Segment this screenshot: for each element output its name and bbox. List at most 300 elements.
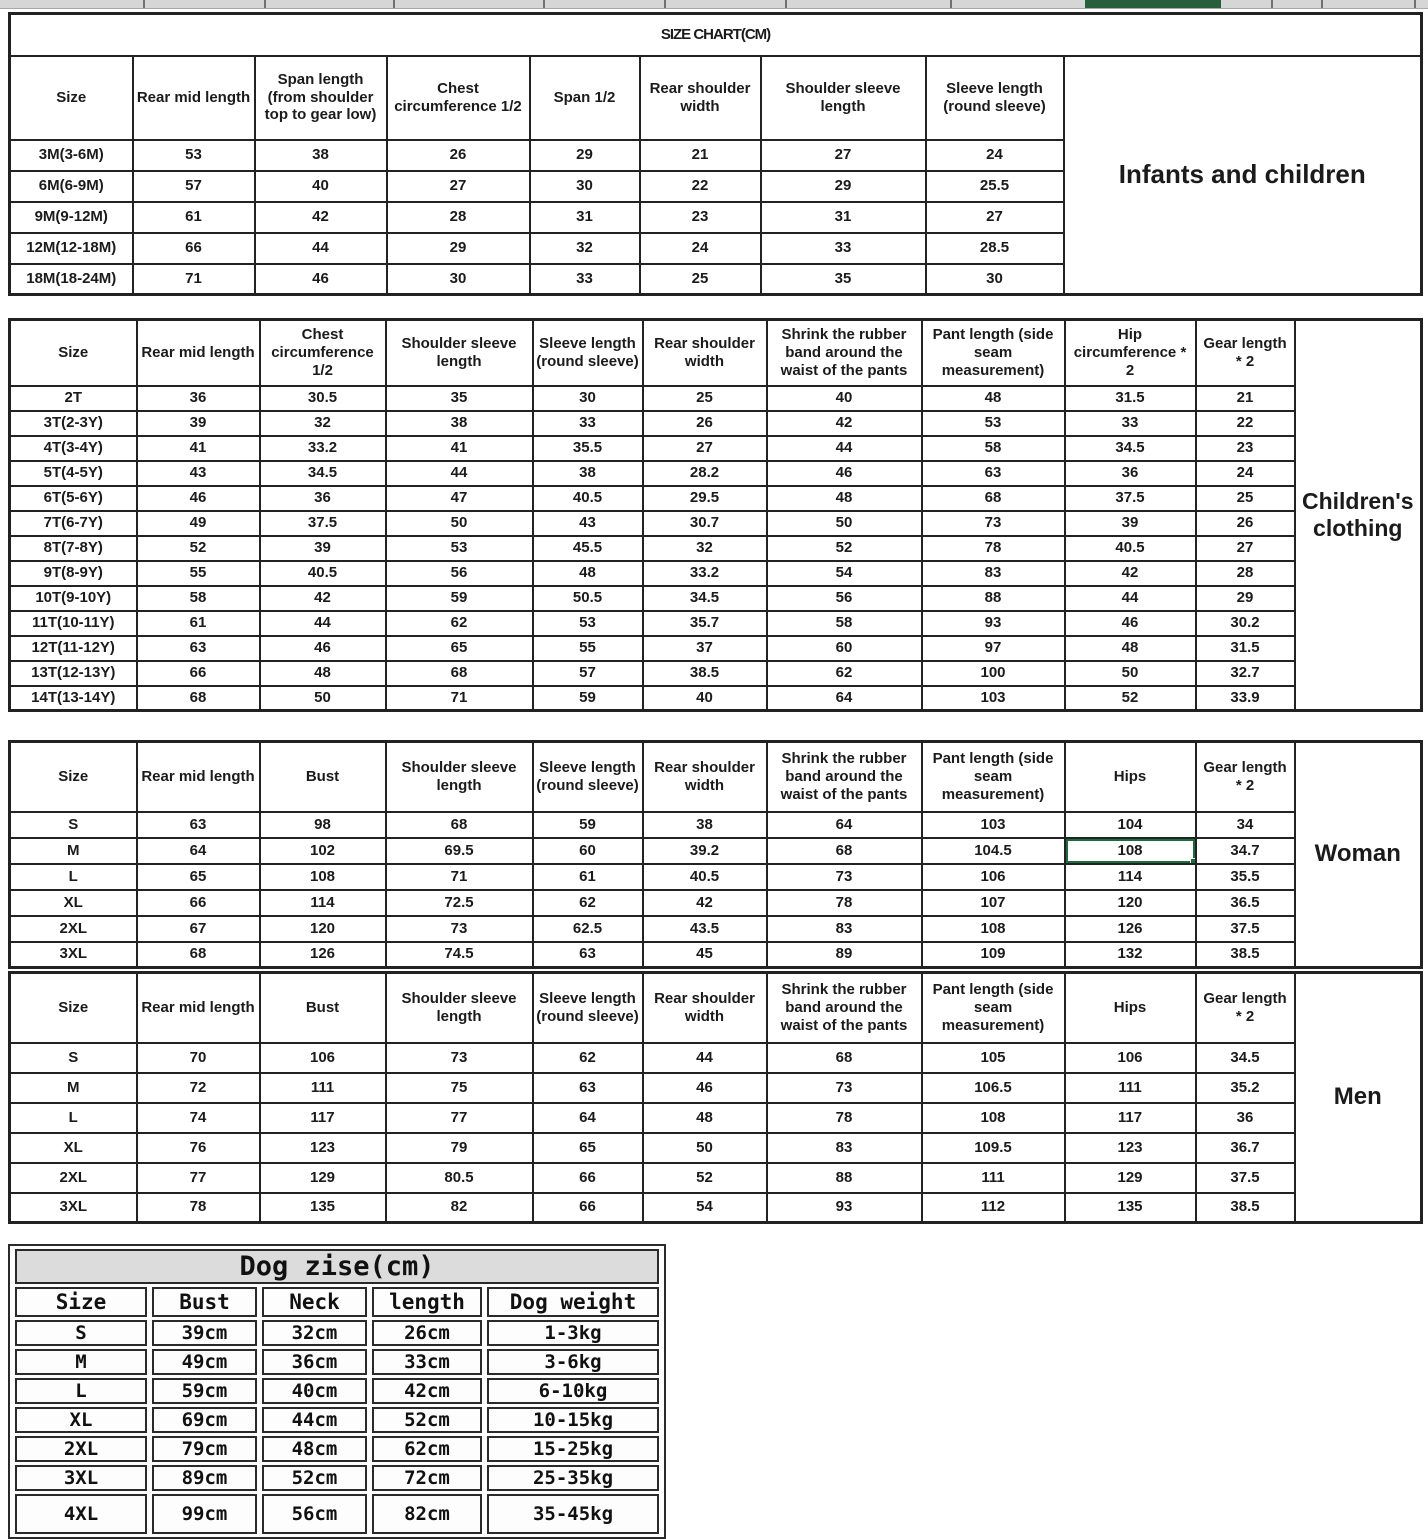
value-cell[interactable]: 42	[643, 890, 767, 916]
value-cell[interactable]: 74.5	[386, 942, 533, 968]
value-cell[interactable]: 73	[767, 864, 922, 890]
column-header[interactable]: Bust	[260, 742, 386, 812]
value-cell[interactable]: 107	[922, 890, 1065, 916]
value-cell[interactable]: 60	[767, 636, 922, 661]
value-cell[interactable]: 88	[767, 1163, 922, 1193]
value-cell[interactable]: 66	[533, 1193, 643, 1223]
value-cell[interactable]: 106	[1065, 1043, 1196, 1073]
value-cell[interactable]: 35.7	[643, 611, 767, 636]
column-header[interactable]: Rear mid length	[137, 320, 260, 386]
value-cell[interactable]: 97	[922, 636, 1065, 661]
value-cell[interactable]: 78	[767, 890, 922, 916]
value-cell[interactable]: 23	[640, 202, 761, 233]
value-cell[interactable]: 3-6kg	[487, 1349, 659, 1375]
value-cell[interactable]: 99cm	[152, 1494, 257, 1534]
value-cell[interactable]: 55	[137, 561, 260, 586]
size-cell[interactable]: 3XL	[15, 1465, 147, 1491]
value-cell[interactable]: 57	[133, 171, 255, 202]
value-cell[interactable]: 50.5	[533, 586, 643, 611]
value-cell[interactable]: 34.5	[1065, 436, 1196, 461]
value-cell[interactable]: 83	[922, 561, 1065, 586]
value-cell[interactable]: 132	[1065, 942, 1196, 968]
value-cell[interactable]: 30.5	[260, 386, 386, 411]
value-cell[interactable]: 73	[922, 511, 1065, 536]
column-header[interactable]: Size	[15, 1287, 147, 1317]
value-cell[interactable]: 82	[386, 1193, 533, 1223]
value-cell[interactable]: 63	[137, 636, 260, 661]
value-cell[interactable]: 83	[767, 1133, 922, 1163]
value-cell[interactable]: 106.5	[922, 1073, 1065, 1103]
size-cell[interactable]: M	[15, 1349, 147, 1375]
value-cell[interactable]: 39	[1065, 511, 1196, 536]
size-cell[interactable]: XL	[10, 1133, 137, 1163]
value-cell[interactable]: 98	[260, 812, 386, 838]
value-cell[interactable]: 135	[1065, 1193, 1196, 1223]
column-header[interactable]: Rear shoulder width	[643, 973, 767, 1043]
value-cell[interactable]: 25.5	[926, 171, 1064, 202]
value-cell[interactable]: 38.5	[1196, 1193, 1295, 1223]
value-cell[interactable]: 63	[137, 812, 260, 838]
size-cell[interactable]: 9M(9-12M)	[10, 202, 133, 233]
value-cell[interactable]: 26	[643, 411, 767, 436]
size-cell[interactable]: M	[10, 1073, 137, 1103]
value-cell[interactable]: 64	[533, 1103, 643, 1133]
value-cell[interactable]: 78	[922, 536, 1065, 561]
value-cell[interactable]: 65	[137, 864, 260, 890]
value-cell[interactable]: 46	[260, 636, 386, 661]
value-cell[interactable]: 111	[1065, 1073, 1196, 1103]
size-cell[interactable]: 2XL	[15, 1436, 147, 1462]
value-cell[interactable]: 64	[137, 838, 260, 864]
value-cell[interactable]: 66	[533, 1163, 643, 1193]
value-cell[interactable]: 54	[643, 1193, 767, 1223]
value-cell[interactable]: 61	[533, 864, 643, 890]
column-header[interactable]: Rear shoulder width	[640, 56, 761, 140]
value-cell[interactable]: 135	[260, 1193, 386, 1223]
value-cell[interactable]: 46	[643, 1073, 767, 1103]
value-cell[interactable]: 89cm	[152, 1465, 257, 1491]
column-header[interactable]: Shoulder sleeve length	[386, 973, 533, 1043]
value-cell[interactable]: 28.5	[926, 233, 1064, 264]
value-cell[interactable]: 74	[137, 1103, 260, 1133]
column-header[interactable]: Span length (from shoulder top to gear low)	[255, 56, 387, 140]
value-cell[interactable]: 43.5	[643, 916, 767, 942]
value-cell[interactable]: 106	[260, 1043, 386, 1073]
value-cell[interactable]: 25	[1196, 486, 1295, 511]
column-header[interactable]: Gear length * 2	[1196, 973, 1295, 1043]
value-cell[interactable]: 73	[767, 1073, 922, 1103]
value-cell[interactable]: 52	[137, 536, 260, 561]
value-cell[interactable]: 21	[1196, 386, 1295, 411]
value-cell[interactable]: 28	[387, 202, 530, 233]
value-cell[interactable]: 36.5	[1196, 890, 1295, 916]
value-cell[interactable]: 24	[640, 233, 761, 264]
value-cell[interactable]: 33.2	[643, 561, 767, 586]
value-cell[interactable]: 50	[260, 686, 386, 711]
value-cell[interactable]: 34.5	[1196, 1043, 1295, 1073]
value-cell[interactable]: 45	[643, 942, 767, 968]
value-cell[interactable]: 66	[137, 661, 260, 686]
value-cell[interactable]: 22	[1196, 411, 1295, 436]
value-cell[interactable]: 41	[137, 436, 260, 461]
value-cell[interactable]: 39	[137, 411, 260, 436]
value-cell[interactable]: 42	[260, 586, 386, 611]
value-cell[interactable]: 93	[922, 611, 1065, 636]
size-cell[interactable]: S	[10, 812, 137, 838]
column-header[interactable]: Pant length (side seam measurement)	[922, 320, 1065, 386]
value-cell[interactable]: 33	[1065, 411, 1196, 436]
value-cell[interactable]: 100	[922, 661, 1065, 686]
value-cell[interactable]: 114	[260, 890, 386, 916]
value-cell[interactable]: 56	[386, 561, 533, 586]
column-header[interactable]: Shrink the rubber band around the waist of the pants	[767, 973, 922, 1043]
value-cell[interactable]: 46	[767, 461, 922, 486]
value-cell[interactable]: 50	[1065, 661, 1196, 686]
value-cell[interactable]: 123	[260, 1133, 386, 1163]
value-cell[interactable]: 53	[922, 411, 1065, 436]
value-cell[interactable]: 38	[643, 812, 767, 838]
value-cell[interactable]: 32	[643, 536, 767, 561]
value-cell[interactable]: 48	[767, 486, 922, 511]
value-cell[interactable]: 111	[922, 1163, 1065, 1193]
value-cell[interactable]: 35	[761, 264, 926, 295]
size-cell[interactable]: 7T(6-7Y)	[10, 511, 137, 536]
value-cell[interactable]: 49	[137, 511, 260, 536]
value-cell[interactable]: 29	[387, 233, 530, 264]
value-cell[interactable]: 58	[767, 611, 922, 636]
size-cell[interactable]: L	[10, 1103, 137, 1133]
value-cell[interactable]: 93	[767, 1193, 922, 1223]
value-cell[interactable]: 59	[533, 812, 643, 838]
value-cell[interactable]: 103	[922, 686, 1065, 711]
value-cell[interactable]: 26	[387, 140, 530, 171]
value-cell[interactable]: 40.5	[1065, 536, 1196, 561]
value-cell[interactable]: 23	[1196, 436, 1295, 461]
column-header[interactable]: Gear length * 2	[1196, 320, 1295, 386]
size-cell[interactable]: 2XL	[10, 1163, 137, 1193]
value-cell[interactable]: 32cm	[262, 1320, 367, 1346]
column-header[interactable]: Hips	[1065, 973, 1196, 1043]
value-cell[interactable]: 65	[386, 636, 533, 661]
value-cell[interactable]: 62	[533, 890, 643, 916]
value-cell[interactable]: 47	[386, 486, 533, 511]
value-cell[interactable]: 29	[1196, 586, 1295, 611]
value-cell[interactable]: 24	[1196, 461, 1295, 486]
value-cell[interactable]: 42	[767, 411, 922, 436]
value-cell[interactable]: 37.5	[1065, 486, 1196, 511]
value-cell[interactable]: 111	[260, 1073, 386, 1103]
column-header[interactable]: Dog weight	[487, 1287, 659, 1317]
value-cell[interactable]: 46	[137, 486, 260, 511]
column-header[interactable]: Sleeve length (round sleeve)	[533, 320, 643, 386]
value-cell[interactable]: 106	[922, 864, 1065, 890]
value-cell[interactable]: 37.5	[1196, 1163, 1295, 1193]
value-cell[interactable]: 27	[926, 202, 1064, 233]
value-cell[interactable]: 108	[922, 1103, 1065, 1133]
column-header[interactable]: Bust	[152, 1287, 257, 1317]
value-cell[interactable]: 82cm	[372, 1494, 482, 1534]
value-cell[interactable]: 38.5	[1196, 942, 1295, 968]
value-cell[interactable]: 102	[260, 838, 386, 864]
column-header[interactable]: Size	[10, 56, 133, 140]
value-cell[interactable]: 30	[533, 386, 643, 411]
value-cell[interactable]: 35.5	[1196, 864, 1295, 890]
value-cell[interactable]: 71	[133, 264, 255, 295]
value-cell[interactable]: 63	[922, 461, 1065, 486]
value-cell[interactable]: 25	[643, 386, 767, 411]
value-cell[interactable]: 68	[137, 942, 260, 968]
value-cell[interactable]: 36	[1065, 461, 1196, 486]
column-header[interactable]: Sleeve length (round sleeve)	[533, 973, 643, 1043]
value-cell[interactable]: 48cm	[262, 1436, 367, 1462]
value-cell[interactable]: 55	[533, 636, 643, 661]
value-cell[interactable]: 62	[386, 611, 533, 636]
value-cell[interactable]: 63	[533, 1073, 643, 1103]
value-cell[interactable]: 46	[1065, 611, 1196, 636]
value-cell[interactable]: 43	[137, 461, 260, 486]
size-cell[interactable]: 3XL	[10, 1193, 137, 1223]
size-cell[interactable]: 4T(3-4Y)	[10, 436, 137, 461]
size-cell[interactable]: 13T(12-13Y)	[10, 661, 137, 686]
column-header[interactable]: Size	[10, 320, 137, 386]
size-cell[interactable]: S	[15, 1320, 147, 1346]
value-cell[interactable]: 29	[530, 140, 640, 171]
value-cell[interactable]: 54	[767, 561, 922, 586]
size-cell[interactable]: 9T(8-9Y)	[10, 561, 137, 586]
size-cell[interactable]: 6M(6-9M)	[10, 171, 133, 202]
value-cell[interactable]: 52	[643, 1163, 767, 1193]
value-cell[interactable]: 40	[767, 386, 922, 411]
value-cell[interactable]: 72	[137, 1073, 260, 1103]
value-cell[interactable]: 31	[530, 202, 640, 233]
size-cell[interactable]: S	[10, 1043, 137, 1073]
value-cell[interactable]: 15-25kg	[487, 1436, 659, 1462]
value-cell[interactable]: 25-35kg	[487, 1465, 659, 1491]
column-header[interactable]: Shoulder sleeve length	[386, 742, 533, 812]
value-cell[interactable]: 27	[1196, 536, 1295, 561]
value-cell[interactable]: 59	[533, 686, 643, 711]
value-cell[interactable]: 38	[386, 411, 533, 436]
size-cell[interactable]: 3M(3-6M)	[10, 140, 133, 171]
value-cell[interactable]: 40	[255, 171, 387, 202]
value-cell[interactable]: 24	[926, 140, 1064, 171]
size-cell[interactable]: 14T(13-14Y)	[10, 686, 137, 711]
value-cell[interactable]: 109	[922, 942, 1065, 968]
value-cell[interactable]: 42	[255, 202, 387, 233]
value-cell[interactable]: 129	[1065, 1163, 1196, 1193]
value-cell[interactable]: 39cm	[152, 1320, 257, 1346]
value-cell[interactable]: 40	[643, 686, 767, 711]
value-cell[interactable]: 69.5	[386, 838, 533, 864]
value-cell[interactable]: 56	[767, 586, 922, 611]
value-cell[interactable]: 77	[386, 1103, 533, 1133]
column-header[interactable]: Sleeve length (round sleeve)	[926, 56, 1064, 140]
value-cell[interactable]: 68	[922, 486, 1065, 511]
value-cell[interactable]: 40.5	[260, 561, 386, 586]
value-cell[interactable]: 44	[767, 436, 922, 461]
value-cell[interactable]: 62	[767, 661, 922, 686]
value-cell[interactable]: 52cm	[262, 1465, 367, 1491]
value-cell[interactable]: 57	[533, 661, 643, 686]
value-cell[interactable]: 117	[260, 1103, 386, 1133]
value-cell[interactable]: 27	[761, 140, 926, 171]
size-cell[interactable]: 5T(4-5Y)	[10, 461, 137, 486]
column-header[interactable]: Shrink the rubber band around the waist of the pants	[767, 742, 922, 812]
value-cell[interactable]: 46	[255, 264, 387, 295]
value-cell[interactable]: 50	[386, 511, 533, 536]
column-header[interactable]: length	[372, 1287, 482, 1317]
value-cell[interactable]: 68	[386, 812, 533, 838]
value-cell[interactable]: 36	[260, 486, 386, 511]
size-cell[interactable]: XL	[15, 1407, 147, 1433]
value-cell[interactable]: 89	[767, 942, 922, 968]
size-cell[interactable]: 8T(7-8Y)	[10, 536, 137, 561]
value-cell[interactable]: 77	[137, 1163, 260, 1193]
value-cell[interactable]: 36cm	[262, 1349, 367, 1375]
value-cell[interactable]: 31.5	[1065, 386, 1196, 411]
value-cell[interactable]: 73	[386, 1043, 533, 1073]
value-cell[interactable]: 30.2	[1196, 611, 1295, 636]
column-header[interactable]: Rear shoulder width	[643, 742, 767, 812]
column-header[interactable]: Neck	[262, 1287, 367, 1317]
value-cell[interactable]: 28.2	[643, 461, 767, 486]
value-cell[interactable]: 28	[1196, 561, 1295, 586]
value-cell[interactable]: 126	[1065, 916, 1196, 942]
size-cell[interactable]: 12T(11-12Y)	[10, 636, 137, 661]
value-cell[interactable]: 35-45kg	[487, 1494, 659, 1534]
value-cell[interactable]: 50	[767, 511, 922, 536]
value-cell[interactable]: 79cm	[152, 1436, 257, 1462]
value-cell[interactable]: 66	[137, 890, 260, 916]
column-header[interactable]: Rear shoulder width	[643, 320, 767, 386]
value-cell[interactable]: 59	[386, 586, 533, 611]
value-cell[interactable]: 37	[643, 636, 767, 661]
value-cell[interactable]: 63	[533, 942, 643, 968]
value-cell[interactable]: 108	[922, 916, 1065, 942]
column-header[interactable]: Rear mid length	[137, 742, 260, 812]
value-cell[interactable]: 60	[533, 838, 643, 864]
value-cell[interactable]: 59cm	[152, 1378, 257, 1404]
value-cell[interactable]: 6-10kg	[487, 1378, 659, 1404]
size-cell[interactable]: 11T(10-11Y)	[10, 611, 137, 636]
size-cell[interactable]: 6T(5-6Y)	[10, 486, 137, 511]
value-cell[interactable]: 38	[255, 140, 387, 171]
value-cell[interactable]: 45.5	[533, 536, 643, 561]
value-cell[interactable]: 42	[1065, 561, 1196, 586]
value-cell[interactable]: 61	[137, 611, 260, 636]
size-cell[interactable]: 3XL	[10, 942, 137, 968]
value-cell[interactable]: 37.5	[260, 511, 386, 536]
value-cell[interactable]: 31	[761, 202, 926, 233]
value-cell[interactable]: 78	[767, 1103, 922, 1133]
value-cell[interactable]: 48	[643, 1103, 767, 1133]
value-cell[interactable]: 32	[530, 233, 640, 264]
value-cell[interactable]: 32.7	[1196, 661, 1295, 686]
value-cell[interactable]: 112	[922, 1193, 1065, 1223]
value-cell[interactable]: 52	[1065, 686, 1196, 711]
value-cell[interactable]: 33.2	[260, 436, 386, 461]
value-cell[interactable]: 22	[640, 171, 761, 202]
value-cell[interactable]: 40.5	[643, 864, 767, 890]
value-cell[interactable]: 62	[533, 1043, 643, 1073]
value-cell[interactable]: 33cm	[372, 1349, 482, 1375]
value-cell[interactable]: 80.5	[386, 1163, 533, 1193]
value-cell[interactable]: 52	[767, 536, 922, 561]
column-header[interactable]: Chest circumference 1/2	[260, 320, 386, 386]
value-cell[interactable]: 33	[530, 264, 640, 295]
value-cell[interactable]: 126	[260, 942, 386, 968]
value-cell[interactable]: 26	[1196, 511, 1295, 536]
column-header[interactable]: Hips	[1065, 742, 1196, 812]
value-cell[interactable]: 123	[1065, 1133, 1196, 1163]
value-cell[interactable]: 68	[767, 1043, 922, 1073]
value-cell[interactable]: 61	[133, 202, 255, 233]
value-cell[interactable]: 44	[255, 233, 387, 264]
value-cell[interactable]: 129	[260, 1163, 386, 1193]
value-cell[interactable]: 38	[533, 461, 643, 486]
value-cell[interactable]: 44	[1065, 586, 1196, 611]
value-cell[interactable]: 1-3kg	[487, 1320, 659, 1346]
value-cell[interactable]: 10-15kg	[487, 1407, 659, 1433]
value-cell[interactable]: 44	[643, 1043, 767, 1073]
value-cell[interactable]: 71	[386, 864, 533, 890]
size-cell[interactable]: 2T	[10, 386, 137, 411]
value-cell[interactable]: 109.5	[922, 1133, 1065, 1163]
value-cell[interactable]: 73	[386, 916, 533, 942]
column-header[interactable]: Shrink the rubber band around the waist of the pants	[767, 320, 922, 386]
size-cell[interactable]: 12M(12-18M)	[10, 233, 133, 264]
value-cell[interactable]: 104	[1065, 812, 1196, 838]
value-cell[interactable]: 70	[137, 1043, 260, 1073]
column-header[interactable]: Size	[10, 742, 137, 812]
value-cell[interactable]: 62.5	[533, 916, 643, 942]
column-header[interactable]: Hip circumference * 2	[1065, 320, 1196, 386]
column-header[interactable]: Shoulder sleeve length	[386, 320, 533, 386]
size-cell[interactable]: 4XL	[15, 1494, 147, 1534]
column-header[interactable]: Rear mid length	[133, 56, 255, 140]
value-cell[interactable]: 43	[533, 511, 643, 536]
value-cell[interactable]: 66	[133, 233, 255, 264]
value-cell[interactable]: 33	[761, 233, 926, 264]
value-cell[interactable]: 114	[1065, 864, 1196, 890]
value-cell[interactable]: 40cm	[262, 1378, 367, 1404]
value-cell[interactable]: 78	[137, 1193, 260, 1223]
value-cell[interactable]: 27	[387, 171, 530, 202]
value-cell[interactable]: 40.5	[533, 486, 643, 511]
value-cell[interactable]: 75	[386, 1073, 533, 1103]
value-cell[interactable]: 30	[387, 264, 530, 295]
size-cell[interactable]: L	[15, 1378, 147, 1404]
value-cell[interactable]: 30	[926, 264, 1064, 295]
value-cell[interactable]: 53	[386, 536, 533, 561]
value-cell[interactable]: 56cm	[262, 1494, 367, 1534]
value-cell[interactable]: 83	[767, 916, 922, 942]
value-cell[interactable]: 48	[260, 661, 386, 686]
value-cell[interactable]: 34.5	[260, 461, 386, 486]
value-cell[interactable]: 26cm	[372, 1320, 482, 1346]
value-cell[interactable]: 68	[767, 838, 922, 864]
value-cell[interactable]: 72cm	[372, 1465, 482, 1491]
value-cell[interactable]: 39	[260, 536, 386, 561]
value-cell[interactable]: 29	[761, 171, 926, 202]
value-cell[interactable]: 58	[922, 436, 1065, 461]
value-cell[interactable]: 79	[386, 1133, 533, 1163]
size-cell[interactable]: L	[10, 864, 137, 890]
value-cell[interactable]: 35	[386, 386, 533, 411]
value-cell[interactable]: 53	[533, 611, 643, 636]
value-cell[interactable]: 49cm	[152, 1349, 257, 1375]
value-cell[interactable]: 108	[260, 864, 386, 890]
